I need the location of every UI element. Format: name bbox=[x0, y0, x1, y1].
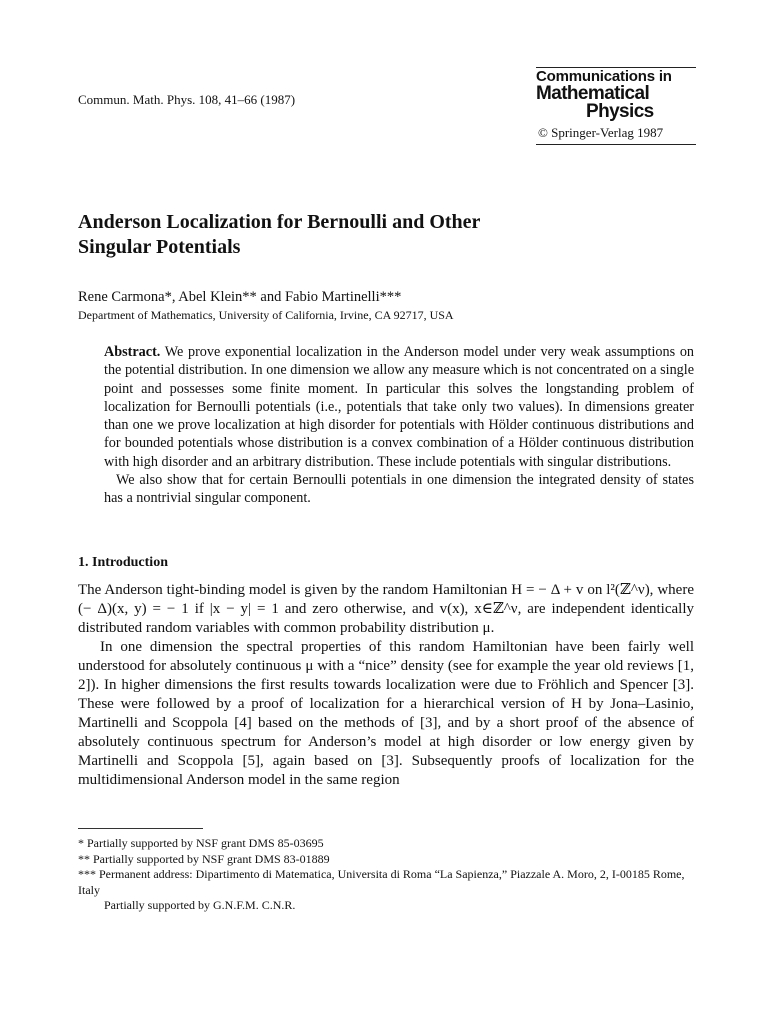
footnote-2: ** Partially supported by NSF grant DMS 83-01889 bbox=[78, 851, 330, 866]
footnote-3: *** Permanent address: Dipartimento di Matematica, Universita di Roma “La Sapienza,” Piazzale A. Moro, 2, I-00185 Rome, Italy bbox=[78, 867, 685, 897]
journal-brand bbox=[536, 67, 696, 145]
abstract bbox=[104, 343, 694, 508]
brand-line-2: Mathematical bbox=[536, 83, 650, 104]
footnote-1: * Partially supported by NSF grant DMS 85-03695 bbox=[78, 836, 324, 850]
abstract-label: Abstract. bbox=[104, 344, 161, 360]
paragraph-1: The Anderson tight-binding model is given by the random Hamiltonian H = − Δ + v on l²(ℤ^ν), where (− Δ)(x, y) = − 1 if |x − y| = 1 and zero otherwise, and v(x), x∈ℤ^ν, are independent identically distributed random variables with common probability distribution μ. bbox=[78, 582, 694, 636]
brand-line-1: Communications in bbox=[536, 68, 672, 85]
affiliation: Department of Mathematics, University of California, Irvine, CA 92717, USA bbox=[78, 308, 454, 322]
body-text bbox=[78, 581, 694, 790]
abstract-text-2: We also show that for certain Bernoulli potentials in one dimension the integrated density of states has a nontrivial singular component. bbox=[104, 472, 694, 507]
section-heading: 1. Introduction bbox=[78, 555, 168, 570]
copyright: © Springer-Verlag 1987 bbox=[538, 125, 664, 140]
brand-rule-bottom bbox=[536, 144, 696, 145]
paper-title bbox=[78, 210, 678, 260]
title-line-1: Anderson Localization for Bernoulli and Other bbox=[78, 211, 481, 233]
paragraph-2: In one dimension the spectral properties of this random Hamiltonian have been fairly well understood for absolutely continuous μ with a “nice” density (see for example the year old reviews [1, 2]). In higher dimensions the first results towards localization were due to Fröhlich and Spencer [3]. These were followed by a proof of localization for a hierarchical version of H by Jona–Lasinio, Martinelli and Scoppola [4] based on the methods of [3], and by a short proof of the absence of absolutely continuous spectrum for Anderson’s model at high disorder or low energy given by Martinelli and Scoppola [5], again based on [3]. Subsequently proofs of localization for the multidimensional Anderson model in the same region bbox=[78, 639, 694, 788]
authors: Rene Carmona*, Abel Klein** and Fabio Martinelli*** bbox=[78, 289, 402, 305]
footnotes bbox=[78, 836, 694, 914]
journal-reference: Commun. Math. Phys. 108, 41–66 (1987) bbox=[78, 92, 296, 107]
abstract-text: We prove exponential localization in the Anderson model under very weak assumptions on the potential distribution. In one dimension we allow any measure which is not concentrated on a single point and possesses some finite moment. In particular this solves the longstanding problem of localization for Bernoulli potentials (i.e., potentials that take only two values). In dimensions greater than one we prove localization at high disorder for potentials with Hölder continuous distributions and for bounded potentials whose distribution is a convex combination of a Hölder continuous distribution with high disorder and an arbitrary distribution. These include potentials with singular distributions. bbox=[104, 344, 694, 470]
brand-line-3: Physics bbox=[586, 101, 654, 122]
footnote-rule bbox=[78, 828, 203, 829]
title-line-2: Singular Potentials bbox=[78, 236, 241, 258]
footnote-3-continued: Partially supported by G.N.F.M. C.N.R. bbox=[104, 898, 296, 912]
